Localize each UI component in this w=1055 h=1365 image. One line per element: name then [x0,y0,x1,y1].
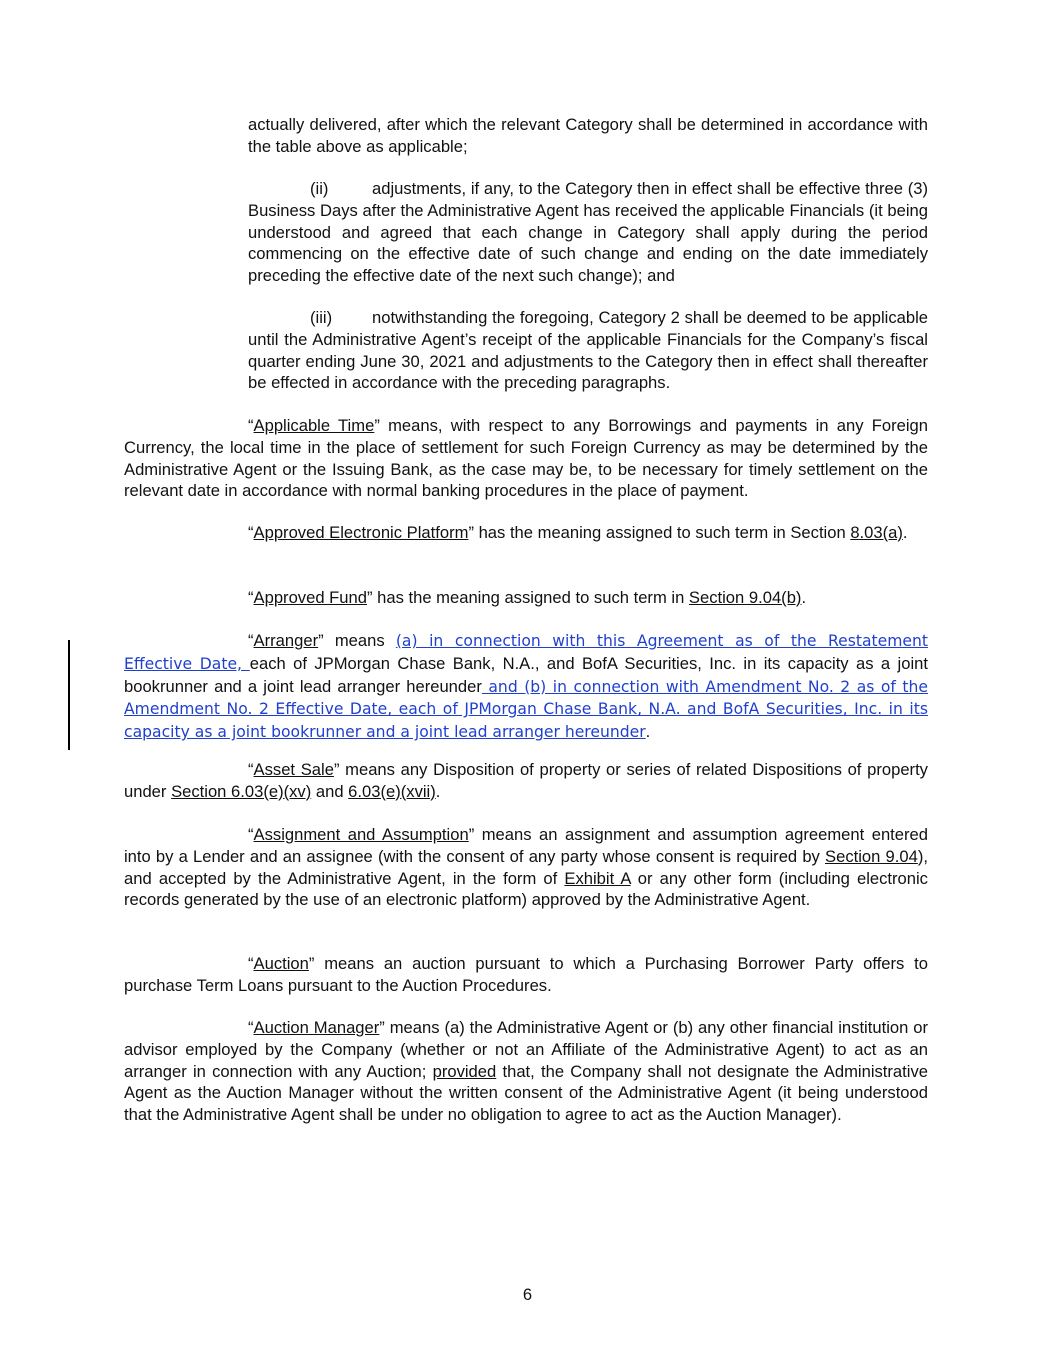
definition-approved-fund: “Approved Fund” has the meaning assigned to such term in Section 9.04(b). [248,588,807,607]
defined-term: Assignment and Assumption [253,825,469,844]
definition-auction: “Auction” means an auction pursuant to which a Purchasing Borrower Party offers to purchase Term Loans pursuant to the Auction Procedures. [124,954,928,995]
section-reference: Section 6.03(e)(xv) [171,781,312,801]
item-iii-paragraph: (iii) notwithstanding the foregoing, Category 2 shall be deemed to be applicable until the Administrative Agent’s receipt of the applicable Financials for the Company’s fiscal quarter ending June 30, 2021 and adjustments to the Category then in effect shall thereafter be effected in accordance with the preceding paragraphs. [248,308,928,393]
defined-term: Auction Manager [253,1018,380,1037]
definition-asset-sale: “Asset Sale” means any Disposition of property or series of related Dispositions of property under Section 6.03(e)(xv) and 6.03(e)(xvii). [124,760,928,801]
definition-approved-electronic-platform: “Approved Electronic Platform” has the meaning assigned to such term in Section 8.03(a). [248,523,908,542]
defined-term: Approved Electronic Platform [253,523,469,542]
defined-term: Auction [253,954,309,973]
section-reference: 8.03(a) [850,523,903,542]
defined-term: Approved Fund [253,588,367,607]
inserted-text: (a) in connection with this Agreement as of the Restatement Effective Date, [124,632,929,673]
definition-applicable-time: “Applicable Time” means, with respect to any Borrowings and payments in any Foreign Currency, the local time in the place of settlement for such Foreign Currency as may be determined by the Administrative Agent or the Issuing Bank, as the case may be, to be necessary for timely settlement on the relevant date in accordance with normal banking procedures in the place of payment. [124,416,929,501]
item-ii-number: (ii) [310,179,329,198]
defined-term: Arranger [253,631,319,650]
page-number: 6 [522,1285,533,1304]
proviso-term: provided [432,1061,497,1081]
section-reference: 6.03(e)(xvii) [348,781,436,801]
item-iii-number: (iii) [310,308,333,327]
definition-arranger: “Arranger” means (a) in connection with this Agreement as of the Restatement Effective Date, each of JPMorgan Chase Bank, N.A., and BofA Securities, Inc. in its capacity as a joint bookrunner and a joint lead arranger hereunder and (b) in connection with Amendment No. 2 as of the Amendment No. 2 Effective Date, each of JPMorgan Chase Bank, N.A. and BofA Securities, Inc. in its capacity as a joint bookrunner and a joint lead arranger hereunder. [124,631,929,742]
section-reference: Section 9.04 [825,846,918,866]
continuation-paragraph: actually delivered, after which the relevant Category shall be determined in accordance with the table above as applicable; [248,115,928,156]
inserted-text: and (b) in connection with Amendment No. 2 as of the Amendment No. 2 Effective Date, each of JPMorgan Chase Bank, N.A. and BofA Securities, Inc. in its capacity as a joint bookrunner and a joint lead arranger hereunder [124,677,928,742]
definition-auction-manager: “Auction Manager” means (a) the Administrative Agent or (b) any other financial institution or advisor employed by the Company (whether or not an Affiliate of the Administrative Agent) to act as an arranger in connection with any Auction; provided that, the Company shall not designate the Administrative Agent as the Auction Manager without the written consent of the Administrative Agent (it being understood that the Administrative Agent shall be under no obligation to agree to act as the Auction Manager). [124,1018,929,1125]
section-reference: Section 9.04(b) [688,588,802,607]
defined-term: Asset Sale [253,760,334,779]
definition-assignment-and-assumption: “Assignment and Assumption” means an assignment and assumption agreement entered into by a Lender and an assignee (with the consent of any party whose consent is required by Section 9.04), and accepted by the Administrative Agent, in the form of Exhibit A or any other form (including electronic records generated by the use of an electronic platform) approved by the Administrative Agent. [124,825,928,910]
item-ii-paragraph: (ii) adjustments, if any, to the Category then in effect shall be effective three (3) Business Days after the Administrative Agent has received the applicable Financials (it being understood and agreed that each change in Category shall apply during the period commencing on the effective date of such change and ending on the date immediately preceding the effective date of the next such change); and [248,179,928,286]
defined-term: Applicable Time [253,416,375,435]
revision-change-bar [68,640,70,750]
exhibit-reference: Exhibit A [564,868,631,888]
